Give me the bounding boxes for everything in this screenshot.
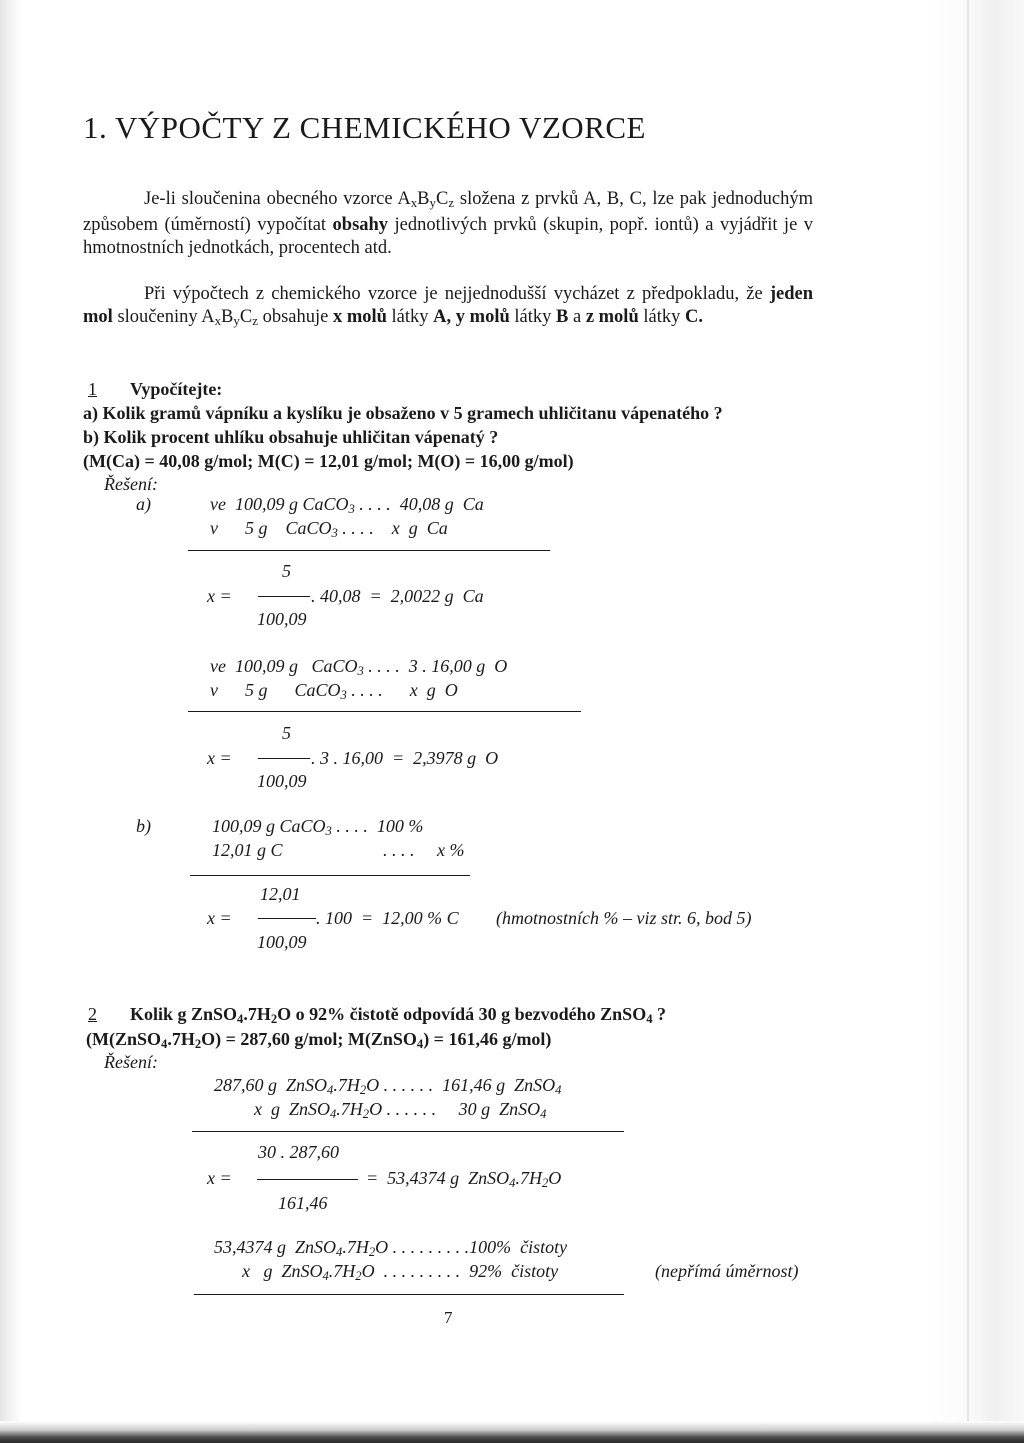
inverse-proportion-note: (nepřímá úměrnost) [655, 1261, 799, 1281]
exercise-1-question-a: a) Kolik gramů vápníku a kyslíku je obsaženo v 5 gramech uhličitanu vápenatého ? [83, 403, 723, 423]
exercise-2-question: Kolik g $ZnSO_4.7H_2O$ o 92% čistotě odpovídá 30 g bezvodého ZnSO$_4$ ? [130, 1004, 666, 1027]
page-number: 7 [444, 1308, 453, 1327]
fraction-1-x: x = [207, 586, 232, 606]
divider-rule [192, 1131, 624, 1132]
exercise-1-label: Vypočítejte: [130, 379, 223, 399]
scan-left-edge [0, 0, 22, 1443]
fraction-4-result: = 53,4374 g $ZnSO_4.7H_2O$ [366, 1168, 562, 1191]
page-title: 1. VÝPOČTY Z CHEMICKÉHO VZORCE [83, 110, 646, 145]
proportion-o-line-1: ve 100,09 g CaCO$_3$ . . . . 3 . 16,00 g O [210, 656, 508, 679]
intro-paragraph-2: Při výpočtech z chemického vzorce je nejjednodušší vycházet z předpokladu, že jeden mol sloučeniny $A_xB_yC_z$ obsahuje x molů látky A, y molů látky B a z molů látky C. [83, 284, 813, 329]
fraction-4-denominator: 161,46 [278, 1193, 328, 1213]
proportion-zn-line-1: 287,60 g $ZnSO_4.7H_2O$ . . . . . . 161,46 g ZnSO$_4$ [214, 1075, 562, 1098]
fraction-4-x: x = [207, 1168, 232, 1188]
divider-rule [188, 711, 581, 712]
exercise-1-solution-label: Řešení: [104, 474, 158, 494]
fraction-4-bar [257, 1179, 358, 1180]
proportion-o-line-2: v 5 g CaCO$_3$ . . . . x g O [210, 680, 458, 703]
proportion-c-line-2: 12,01 g C [212, 840, 283, 860]
fraction-1-numerator: 5 [282, 561, 291, 581]
proportion-zn-line-2: x g $ZnSO_4.7H_2O$ . . . . . . 30 g ZnSO$_4$ [254, 1099, 547, 1122]
proportion-c-line-2-right: . . . . x % [383, 840, 465, 860]
exercise-2-solution-label: Řešení: [104, 1052, 158, 1072]
exercise-1-number: 1 [88, 379, 97, 399]
divider-rule [194, 1294, 624, 1295]
fraction-2-denominator: 100,09 [257, 771, 307, 791]
fraction-1-bar [258, 596, 310, 597]
fraction-3-bar [258, 918, 316, 919]
scan-bottom-edge [0, 1421, 1024, 1443]
exercise-1-question-b: b) Kolik procent uhlíku obsahuje uhličitan vápenatý ? [83, 427, 499, 447]
proportion-ca-line-2: v 5 g CaCO$_3$ . . . . x g Ca [210, 518, 448, 541]
purity-line-1: 53,4374 g $ZnSO_4.7H_2O$ . . . . . . . . .100% čistoty [214, 1237, 568, 1260]
fraction-3-result: . 100 = 12,00 % C [316, 908, 459, 928]
fraction-2-x: x = [207, 748, 232, 768]
proportion-ca-line-1: ve 100,09 g CaCO$_3$ . . . . 40,08 g Ca [210, 494, 484, 517]
fraction-3-note: (hmotnostních % – viz str. 6, bod 5) [496, 908, 752, 928]
proportion-c-line-1: 100,09 g CaCO$_3$ . . . . 100 % [212, 816, 424, 839]
fraction-3-x: x = [207, 908, 232, 928]
divider-rule [188, 550, 550, 551]
fraction-2-result: . 3 . 16,00 = 2,3978 g O [311, 748, 499, 768]
exercise-2-given: ($M(ZnSO_4.7H_2O) = 287,60$ g/mol; M(ZnSO$_4$) = 161,46 g/mol) [86, 1029, 552, 1052]
fraction-1-denominator: 100,09 [257, 609, 307, 629]
exercise-1-given: (M(Ca) = 40,08 g/mol; M(C) = 12,01 g/mol; M(O) = 16,00 g/mol) [83, 451, 574, 471]
fraction-1-result: . 40,08 = 2,0022 g Ca [311, 586, 484, 606]
intro-paragraph-1: Je-li sloučenina obecného vzorce $A_xB_yC_z$ složena z prvků A, B, C, lze pak jednoduchým způsobem (úměrností) vypočítat obsahy jednotlivých prvků (skupin, popř. iontů) a vyjádřit je v hmotnostních jednotkách, procentech atd. [83, 189, 814, 259]
fraction-2-bar [258, 758, 310, 759]
fraction-2-numerator: 5 [282, 723, 291, 743]
fraction-3-numerator: 12,01 [260, 884, 301, 904]
part-b-label: b) [136, 816, 151, 836]
part-a-label: a) [136, 494, 151, 514]
exercise-2-number: 2 [88, 1004, 97, 1024]
fraction-3-denominator: 100,09 [257, 932, 307, 952]
fraction-4-numerator: 30 . 287,60 [258, 1142, 339, 1162]
purity-line-2: x g $ZnSO_4.7H_2O$ . . . . . . . . . 92% čistoty [242, 1261, 559, 1284]
scan-right-edge [929, 0, 1024, 1443]
divider-rule [190, 875, 470, 876]
